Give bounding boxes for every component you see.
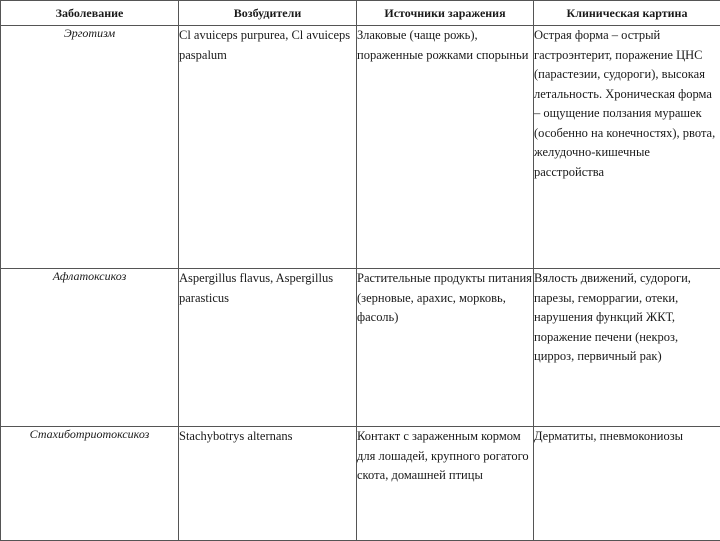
clinical-cell: Острая форма – острый гастроэнтерит, поражение ЦНС (парастезии, судороги), высокая летальность. Хроническая форма – ощущение ползания мурашек (особенно на конечностях), рвота, желудочно-кишечные расстройства <box>534 26 720 269</box>
agents-cell: Cl avuiceps purpurea, Cl avuiceps paspalum <box>179 26 357 269</box>
table-row <box>1 427 720 541</box>
table-header-row <box>1 1 720 26</box>
table-row <box>1 26 720 269</box>
sources-cell: Растительные продукты питания (зерновые, арахис, морковь, фасоль) <box>357 269 534 427</box>
disease-name: Эрготизм <box>1 26 179 269</box>
disease-name: Стахиботриотоксикоз <box>1 427 179 541</box>
sources-cell: Злаковые (чаще рожь), пораженные рожками спорыньи <box>357 26 534 269</box>
header-agents: Возбудители <box>179 1 357 26</box>
header-sources: Источники заражения <box>357 1 534 26</box>
disease-name: Афлатоксикоз <box>1 269 179 427</box>
sources-cell: Контакт с зараженным кормом для лошадей, крупного рогатого скота, домашней птицы <box>357 427 534 541</box>
header-clinical: Клиническая картина <box>534 1 720 26</box>
clinical-cell: Дерматиты, пневмокониозы <box>534 427 720 541</box>
agents-cell: Aspergillus flavus, Aspergillus parasticus <box>179 269 357 427</box>
agents-cell: Stachybotrys alternans <box>179 427 357 541</box>
header-disease: Заболевание <box>1 1 179 26</box>
table-row <box>1 269 720 427</box>
clinical-cell: Вялость движений, судороги, парезы, геморрагии, отеки, нарушения функций ЖКТ, поражение печени (некроз, цирроз, первичный рак) <box>534 269 720 427</box>
